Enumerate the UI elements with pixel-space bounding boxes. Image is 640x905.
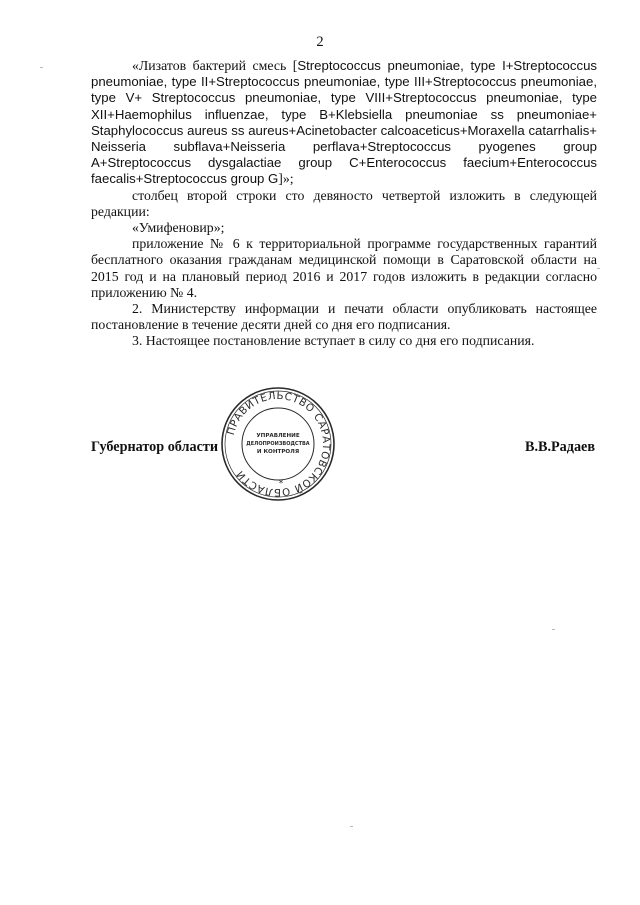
paragraph-bacteria-lysate: [91, 58, 597, 188]
stamp-seal-graphic: [222, 388, 334, 500]
paragraph-bacteria-lysate-close: ]»;: [278, 171, 294, 187]
official-stamp: [218, 384, 338, 504]
svg-text:И КОНТРОЛЯ: И КОНТРОЛЯ: [256, 449, 300, 455]
signature-title: Губернатор области: [91, 439, 219, 455]
scan-speck: [597, 268, 600, 269]
svg-text:ПРАВИТЕЛЬСТВО САРАТОВСКОЙ ОБЛА: ПРАВИТЕЛЬСТВО САРАТОВСКОЙ ОБЛАСТИ: [225, 390, 332, 498]
scan-speck: [552, 629, 555, 630]
document-body: [91, 58, 597, 350]
paragraph-appendix-6: приложение № 6 к территориальной программе государственных гарантий бесплатного оказания гражданам медицинской помощи в Саратовской области на 2015 год и на плановый период 2016 и 2017 годов изложить в редакции согласно приложению № 4.: [91, 236, 597, 300]
scan-speck: [40, 67, 43, 68]
paragraph-item-2: 2. Министерству информации и печати области опубликовать настоящее постановление в течение десяти дней со дня его подписания.: [91, 301, 597, 333]
paragraph-item-3: 3. Настоящее постановление вступает в силу со дня его подписания.: [132, 333, 535, 349]
paragraph-umifenovir: «Умифеновир»;: [132, 220, 225, 236]
scan-speck: [350, 826, 353, 827]
paragraph-bacteria-lysate-open: «Лизатов бактерий смесь [: [132, 58, 298, 73]
bacteria-list: Streptococcus pneumoniae, type I+Streptococcus pneumoniae, type II+Streptococcus pneumoniae, type III+Streptococcus pneumoniae, type V+ Streptococcus pneumoniae, type VIII+Streptococcus pneumoniae, type XII+Haemophilus influenzae, type B+Klebsiella pneumoniae ss pneumoniae+ Staphylococcus aureus ss aureus+Acinetobacter calcoaceticus+Moraxella catarrhalis+ Neisseria subflava+Neisseria perflava+Streptococcus pyogenes group A+Streptococcus dysgalactiae group C+Enterococcus faecium+Enterococcus faecalis+Streptococcus group G: [91, 58, 597, 187]
svg-text:ДЕЛОПРОИЗВОДСТВА: ДЕЛОПРОИЗВОДСТВА: [246, 441, 310, 447]
svg-text:УПРАВЛЕНИЕ: УПРАВЛЕНИЕ: [256, 433, 300, 439]
signature-name: В.В.Радаев: [524, 439, 595, 455]
paragraph-column-edit: столбец второй строки сто девяносто четвертой изложить в следующей редакции:: [91, 187, 597, 219]
page-number: 2: [316, 34, 324, 50]
svg-text:*: *: [278, 479, 284, 489]
